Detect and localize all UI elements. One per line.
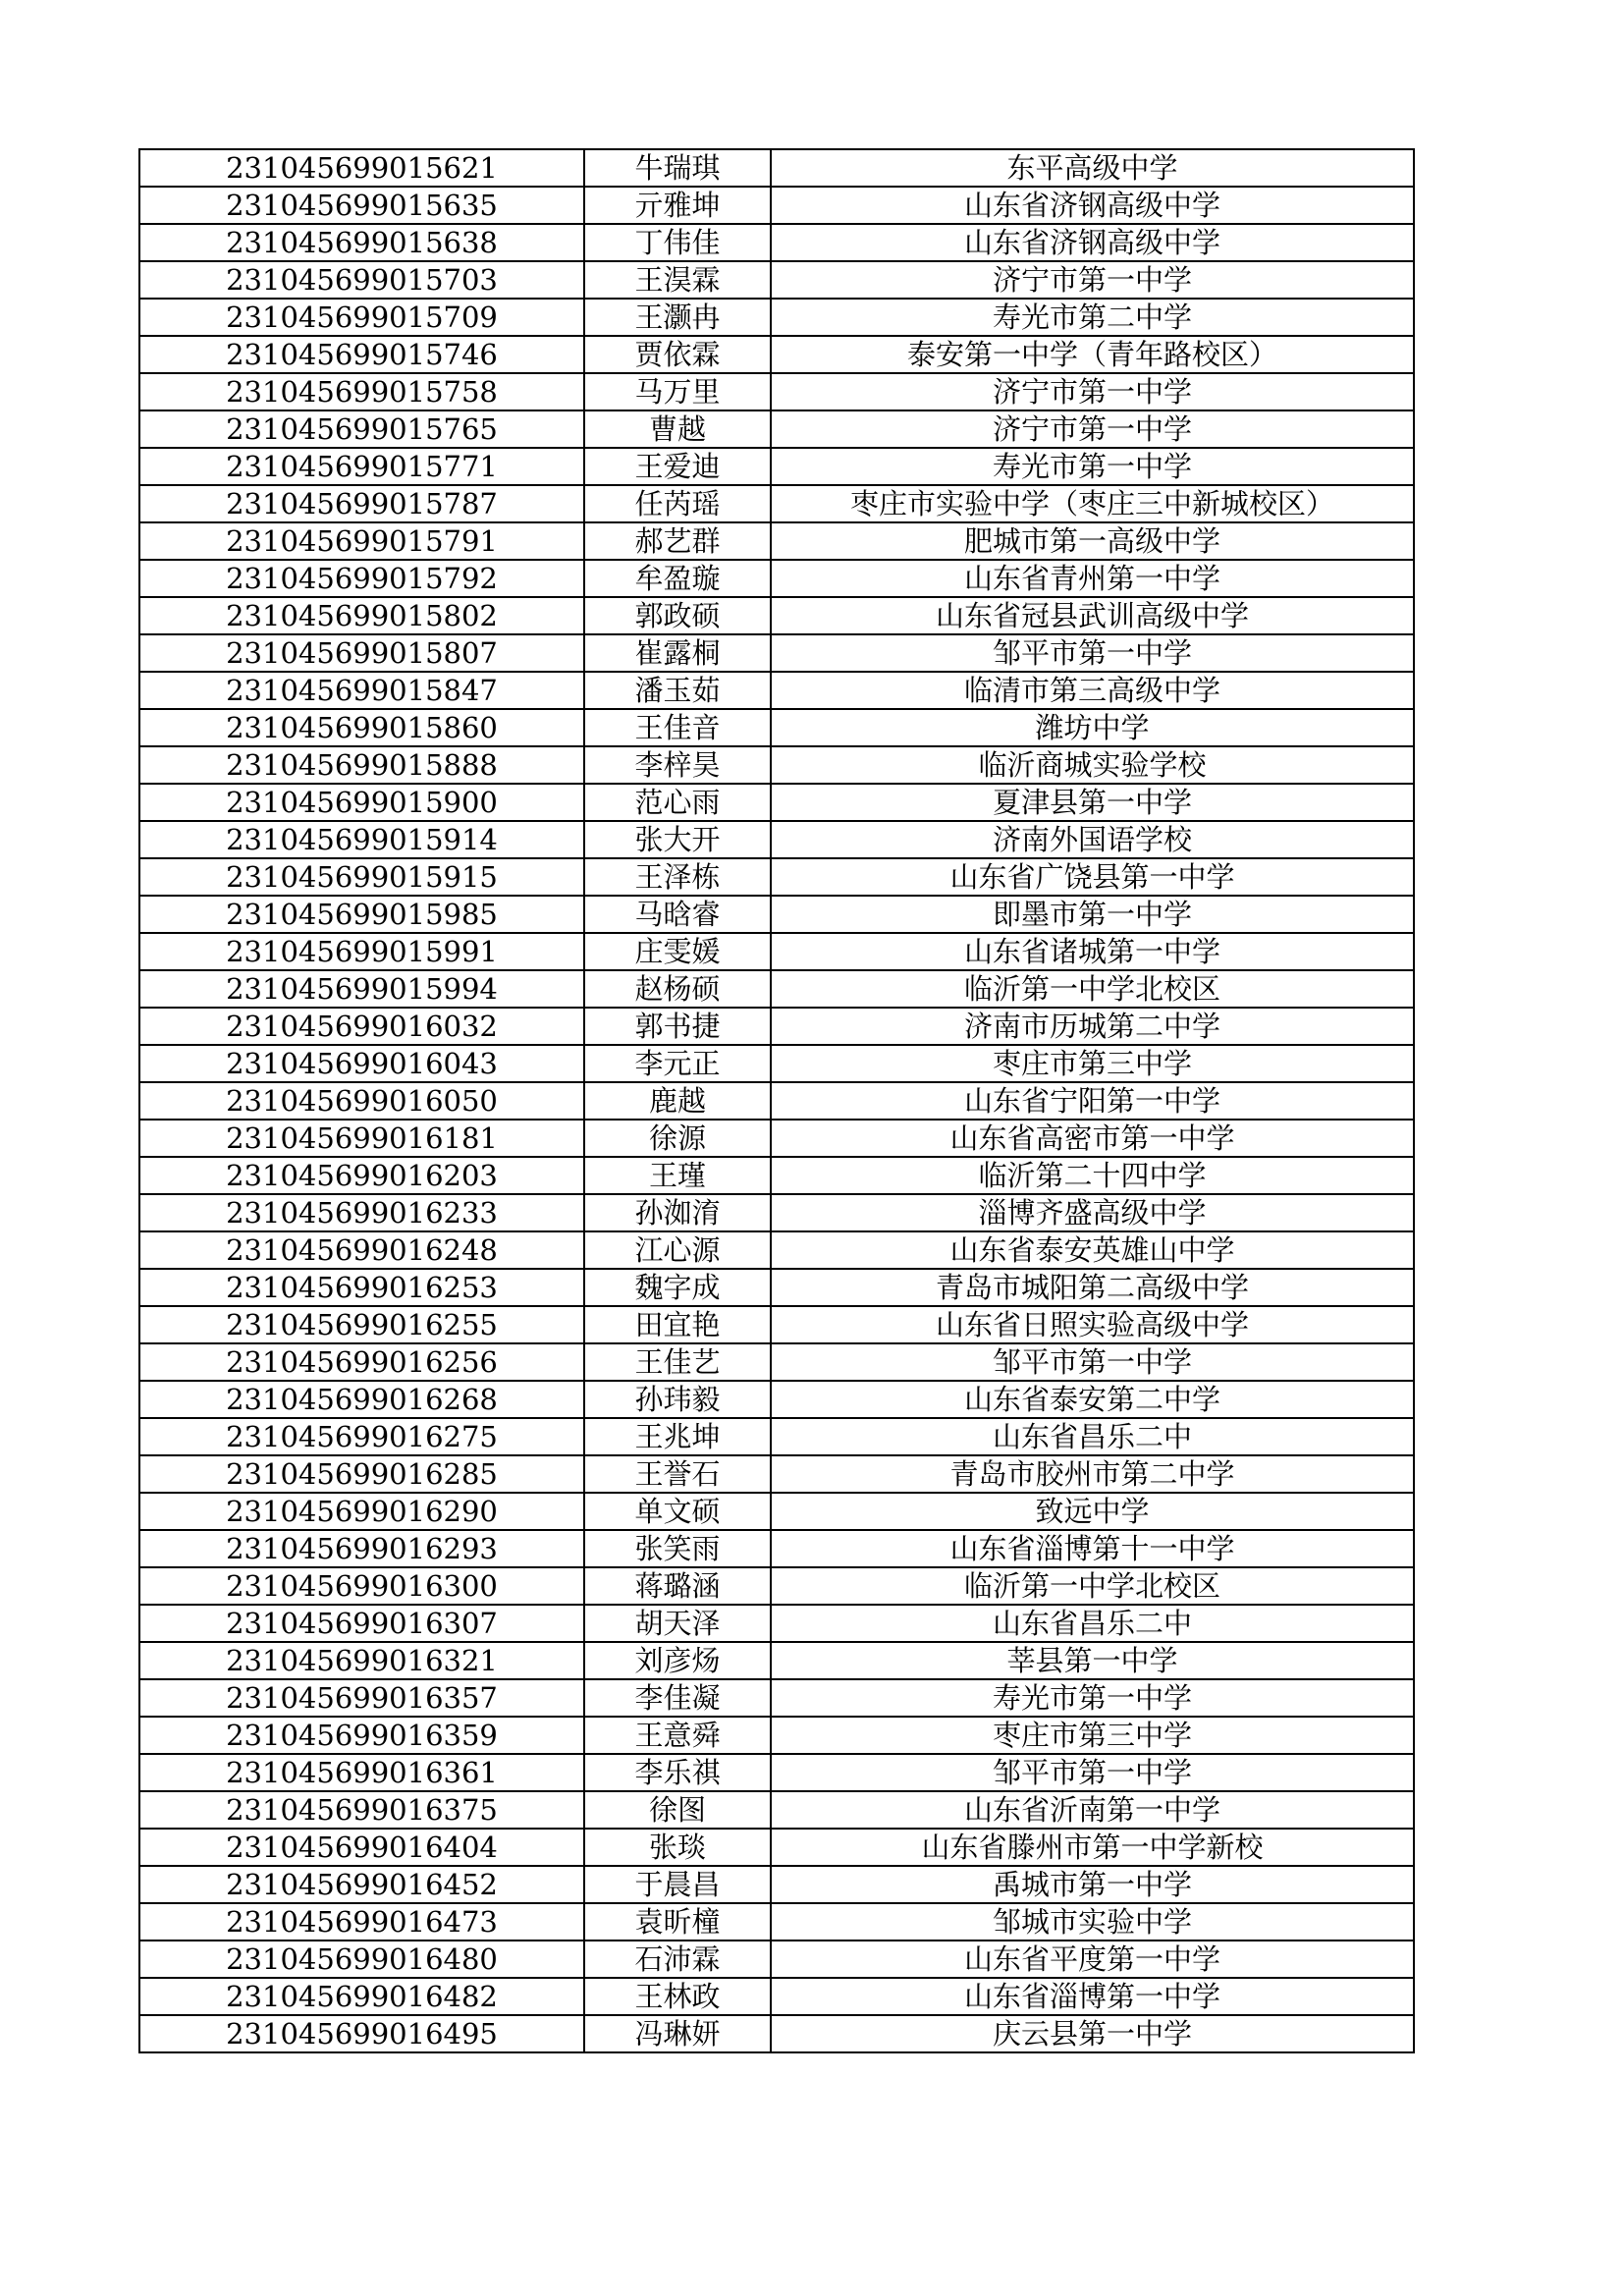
school-name-cell: 枣庄市实验中学（枣庄三中新城校区） xyxy=(771,485,1414,522)
student-name-cell: 蒋璐涵 xyxy=(584,1567,771,1605)
student-name-cell: 王誉石 xyxy=(584,1455,771,1493)
student-name-cell: 潘玉茹 xyxy=(584,672,771,709)
student-name-cell: 田宜艳 xyxy=(584,1306,771,1343)
school-name-cell: 山东省昌乐二中 xyxy=(771,1418,1414,1455)
exam-id-cell: 231045699015787 xyxy=(139,485,584,522)
exam-id-cell: 231045699016256 xyxy=(139,1343,584,1381)
exam-id-cell: 231045699016404 xyxy=(139,1829,584,1866)
student-name-cell: 单文硕 xyxy=(584,1493,771,1530)
table-row xyxy=(139,970,1414,1008)
school-name-cell: 山东省沂南第一中学 xyxy=(771,1791,1414,1829)
table-row xyxy=(139,1343,1414,1381)
student-name-cell: 李乐祺 xyxy=(584,1754,771,1791)
exam-id-cell: 231045699016268 xyxy=(139,1381,584,1418)
exam-id-cell: 231045699016482 xyxy=(139,1978,584,2015)
table-row xyxy=(139,746,1414,784)
student-name-cell: 王佳音 xyxy=(584,709,771,746)
table-row xyxy=(139,1418,1414,1455)
student-name-cell: 崔露桐 xyxy=(584,634,771,672)
table-row xyxy=(139,634,1414,672)
table-row xyxy=(139,336,1414,373)
student-name-cell: 牛瑞琪 xyxy=(584,149,771,187)
school-name-cell: 山东省青州第一中学 xyxy=(771,560,1414,597)
school-name-cell: 潍坊中学 xyxy=(771,709,1414,746)
student-name-cell: 李元正 xyxy=(584,1045,771,1082)
exam-id-cell: 231045699016043 xyxy=(139,1045,584,1082)
table-row xyxy=(139,1120,1414,1157)
table-row xyxy=(139,709,1414,746)
school-name-cell: 即墨市第一中学 xyxy=(771,896,1414,933)
student-name-cell: 赵杨硕 xyxy=(584,970,771,1008)
student-name-cell: 王灏冉 xyxy=(584,299,771,336)
school-name-cell: 济南外国语学校 xyxy=(771,821,1414,858)
table-row xyxy=(139,1679,1414,1717)
table-row xyxy=(139,299,1414,336)
exam-id-cell: 231045699015621 xyxy=(139,149,584,187)
school-name-cell: 山东省泰安英雄山中学 xyxy=(771,1231,1414,1269)
table-row xyxy=(139,597,1414,634)
table-row xyxy=(139,1605,1414,1642)
exam-id-cell: 231045699016255 xyxy=(139,1306,584,1343)
table-row xyxy=(139,858,1414,896)
school-name-cell: 寿光市第一中学 xyxy=(771,448,1414,485)
school-name-cell: 邹平市第一中学 xyxy=(771,1343,1414,1381)
school-name-cell: 泰安第一中学（青年路校区） xyxy=(771,336,1414,373)
school-name-cell: 莘县第一中学 xyxy=(771,1642,1414,1679)
exam-id-cell: 231045699015765 xyxy=(139,410,584,448)
table-row xyxy=(139,560,1414,597)
exam-id-cell: 231045699016495 xyxy=(139,2015,584,2052)
school-name-cell: 致远中学 xyxy=(771,1493,1414,1530)
school-name-cell: 山东省昌乐二中 xyxy=(771,1605,1414,1642)
table-row xyxy=(139,1903,1414,1941)
student-name-cell: 张琰 xyxy=(584,1829,771,1866)
school-name-cell: 山东省淄博第十一中学 xyxy=(771,1530,1414,1567)
table-row xyxy=(139,1045,1414,1082)
school-name-cell: 山东省冠县武训高级中学 xyxy=(771,597,1414,634)
student-name-cell: 魏字成 xyxy=(584,1269,771,1306)
school-name-cell: 临沂商城实验学校 xyxy=(771,746,1414,784)
student-name-cell: 孙洳淯 xyxy=(584,1194,771,1231)
exam-id-cell: 231045699015758 xyxy=(139,373,584,410)
school-name-cell: 山东省诸城第一中学 xyxy=(771,933,1414,970)
exam-id-cell: 231045699016203 xyxy=(139,1157,584,1194)
table-row xyxy=(139,1791,1414,1829)
exam-id-cell: 231045699015847 xyxy=(139,672,584,709)
student-name-cell: 李梓昊 xyxy=(584,746,771,784)
student-name-cell: 王佳艺 xyxy=(584,1343,771,1381)
student-name-cell: 亓雅坤 xyxy=(584,187,771,224)
student-name-cell: 张大开 xyxy=(584,821,771,858)
student-name-cell: 王淏霖 xyxy=(584,261,771,299)
exam-id-cell: 231045699016050 xyxy=(139,1082,584,1120)
school-name-cell: 邹平市第一中学 xyxy=(771,1754,1414,1791)
student-name-cell: 郭政硕 xyxy=(584,597,771,634)
table-row xyxy=(139,1082,1414,1120)
school-name-cell: 淄博齐盛高级中学 xyxy=(771,1194,1414,1231)
table-row xyxy=(139,1866,1414,1903)
school-name-cell: 青岛市城阳第二高级中学 xyxy=(771,1269,1414,1306)
exam-id-cell: 231045699016361 xyxy=(139,1754,584,1791)
exam-id-cell: 231045699015703 xyxy=(139,261,584,299)
student-name-cell: 王意舜 xyxy=(584,1717,771,1754)
school-name-cell: 枣庄市第三中学 xyxy=(771,1717,1414,1754)
student-name-cell: 王林政 xyxy=(584,1978,771,2015)
exam-id-cell: 231045699015771 xyxy=(139,448,584,485)
exam-id-cell: 231045699015638 xyxy=(139,224,584,261)
school-name-cell: 临沂第一中学北校区 xyxy=(771,1567,1414,1605)
table-row xyxy=(139,1157,1414,1194)
table-row xyxy=(139,1754,1414,1791)
school-name-cell: 山东省淄博第一中学 xyxy=(771,1978,1414,2015)
student-name-cell: 石沛霖 xyxy=(584,1941,771,1978)
table-row xyxy=(139,784,1414,821)
school-name-cell: 禹城市第一中学 xyxy=(771,1866,1414,1903)
table-row xyxy=(139,187,1414,224)
exam-id-cell: 231045699015709 xyxy=(139,299,584,336)
table-row xyxy=(139,1306,1414,1343)
school-name-cell: 临清市第三高级中学 xyxy=(771,672,1414,709)
school-name-cell: 山东省宁阳第一中学 xyxy=(771,1082,1414,1120)
student-name-cell: 冯琳妍 xyxy=(584,2015,771,2052)
table-row xyxy=(139,149,1414,187)
student-name-cell: 胡天泽 xyxy=(584,1605,771,1642)
table-row xyxy=(139,1829,1414,1866)
student-name-cell: 李佳凝 xyxy=(584,1679,771,1717)
exam-id-cell: 231045699015802 xyxy=(139,597,584,634)
exam-id-cell: 231045699016359 xyxy=(139,1717,584,1754)
student-name-cell: 鹿越 xyxy=(584,1082,771,1120)
table-row xyxy=(139,1269,1414,1306)
table-row xyxy=(139,821,1414,858)
table-row xyxy=(139,933,1414,970)
student-name-cell: 曹越 xyxy=(584,410,771,448)
school-name-cell: 山东省日照实验高级中学 xyxy=(771,1306,1414,1343)
student-name-cell: 任芮瑶 xyxy=(584,485,771,522)
table-row xyxy=(139,522,1414,560)
student-name-cell: 马晗睿 xyxy=(584,896,771,933)
exam-id-cell: 231045699016275 xyxy=(139,1418,584,1455)
student-name-cell: 马万里 xyxy=(584,373,771,410)
table-row xyxy=(139,1381,1414,1418)
school-name-cell: 济宁市第一中学 xyxy=(771,410,1414,448)
school-name-cell: 山东省广饶县第一中学 xyxy=(771,858,1414,896)
student-name-cell: 丁伟佳 xyxy=(584,224,771,261)
exam-id-cell: 231045699016293 xyxy=(139,1530,584,1567)
table-row xyxy=(139,1717,1414,1754)
table-row xyxy=(139,485,1414,522)
school-name-cell: 庆云县第一中学 xyxy=(771,2015,1414,2052)
table-row xyxy=(139,448,1414,485)
school-name-cell: 山东省泰安第二中学 xyxy=(771,1381,1414,1418)
school-name-cell: 临沂第二十四中学 xyxy=(771,1157,1414,1194)
student-name-cell: 牟盈璇 xyxy=(584,560,771,597)
table-row xyxy=(139,373,1414,410)
school-name-cell: 枣庄市第三中学 xyxy=(771,1045,1414,1082)
school-name-cell: 山东省高密市第一中学 xyxy=(771,1120,1414,1157)
school-name-cell: 邹城市实验中学 xyxy=(771,1903,1414,1941)
school-name-cell: 夏津县第一中学 xyxy=(771,784,1414,821)
exam-id-cell: 231045699016233 xyxy=(139,1194,584,1231)
table-row xyxy=(139,1642,1414,1679)
exam-id-cell: 231045699015746 xyxy=(139,336,584,373)
student-name-cell: 郭书捷 xyxy=(584,1008,771,1045)
table-row xyxy=(139,672,1414,709)
school-name-cell: 山东省济钢高级中学 xyxy=(771,187,1414,224)
exam-id-cell: 231045699015994 xyxy=(139,970,584,1008)
exam-id-cell: 231045699015985 xyxy=(139,896,584,933)
exam-id-cell: 231045699016300 xyxy=(139,1567,584,1605)
exam-id-cell: 231045699016285 xyxy=(139,1455,584,1493)
exam-id-cell: 231045699015791 xyxy=(139,522,584,560)
exam-id-cell: 231045699016357 xyxy=(139,1679,584,1717)
table-row xyxy=(139,1941,1414,1978)
exam-id-cell: 231045699016248 xyxy=(139,1231,584,1269)
table-row xyxy=(139,261,1414,299)
school-name-cell: 山东省滕州市第一中学新校 xyxy=(771,1829,1414,1866)
student-name-cell: 袁昕橦 xyxy=(584,1903,771,1941)
student-name-cell: 郝艺群 xyxy=(584,522,771,560)
school-name-cell: 山东省平度第一中学 xyxy=(771,1941,1414,1978)
student-name-cell: 徐图 xyxy=(584,1791,771,1829)
student-name-cell: 徐源 xyxy=(584,1120,771,1157)
exam-id-cell: 231045699015915 xyxy=(139,858,584,896)
student-name-cell: 张笑雨 xyxy=(584,1530,771,1567)
table-row xyxy=(139,410,1414,448)
exam-id-cell: 231045699016321 xyxy=(139,1642,584,1679)
school-name-cell: 临沂第一中学北校区 xyxy=(771,970,1414,1008)
school-name-cell: 东平高级中学 xyxy=(771,149,1414,187)
table-row xyxy=(139,1194,1414,1231)
exam-id-cell: 231045699016290 xyxy=(139,1493,584,1530)
student-name-cell: 庄雯媛 xyxy=(584,933,771,970)
exam-id-cell: 231045699016473 xyxy=(139,1903,584,1941)
table-row xyxy=(139,1567,1414,1605)
school-name-cell: 山东省济钢高级中学 xyxy=(771,224,1414,261)
school-name-cell: 济宁市第一中学 xyxy=(771,261,1414,299)
student-name-cell: 王兆坤 xyxy=(584,1418,771,1455)
exam-id-cell: 231045699016452 xyxy=(139,1866,584,1903)
exam-id-cell: 231045699015635 xyxy=(139,187,584,224)
student-name-cell: 王爱迪 xyxy=(584,448,771,485)
table-row xyxy=(139,2015,1414,2052)
table-row xyxy=(139,224,1414,261)
table-row xyxy=(139,896,1414,933)
roster-body xyxy=(139,149,1414,2052)
school-name-cell: 寿光市第二中学 xyxy=(771,299,1414,336)
exam-id-cell: 231045699015900 xyxy=(139,784,584,821)
school-name-cell: 济南市历城第二中学 xyxy=(771,1008,1414,1045)
table-row xyxy=(139,1978,1414,2015)
student-name-cell: 贾依霖 xyxy=(584,336,771,373)
student-name-cell: 王瑾 xyxy=(584,1157,771,1194)
exam-id-cell: 231045699015991 xyxy=(139,933,584,970)
table-row xyxy=(139,1008,1414,1045)
student-name-cell: 刘彦炀 xyxy=(584,1642,771,1679)
exam-id-cell: 231045699016253 xyxy=(139,1269,584,1306)
exam-id-cell: 231045699015792 xyxy=(139,560,584,597)
exam-id-cell: 231045699015914 xyxy=(139,821,584,858)
table-row xyxy=(139,1455,1414,1493)
student-name-cell: 于晨昌 xyxy=(584,1866,771,1903)
school-name-cell: 肥城市第一高级中学 xyxy=(771,522,1414,560)
table-row xyxy=(139,1530,1414,1567)
student-name-cell: 江心源 xyxy=(584,1231,771,1269)
student-name-cell: 范心雨 xyxy=(584,784,771,821)
student-name-cell: 孙玮毅 xyxy=(584,1381,771,1418)
exam-id-cell: 231045699016181 xyxy=(139,1120,584,1157)
school-name-cell: 青岛市胶州市第二中学 xyxy=(771,1455,1414,1493)
school-name-cell: 寿光市第一中学 xyxy=(771,1679,1414,1717)
exam-id-cell: 231045699015860 xyxy=(139,709,584,746)
exam-id-cell: 231045699016032 xyxy=(139,1008,584,1045)
school-name-cell: 济宁市第一中学 xyxy=(771,373,1414,410)
exam-id-cell: 231045699016375 xyxy=(139,1791,584,1829)
exam-id-cell: 231045699015807 xyxy=(139,634,584,672)
exam-id-cell: 231045699015888 xyxy=(139,746,584,784)
exam-id-cell: 231045699016480 xyxy=(139,1941,584,1978)
student-roster-table xyxy=(138,148,1415,2053)
student-name-cell: 王泽栋 xyxy=(584,858,771,896)
table-row xyxy=(139,1493,1414,1530)
table-row xyxy=(139,1231,1414,1269)
exam-id-cell: 231045699016307 xyxy=(139,1605,584,1642)
school-name-cell: 邹平市第一中学 xyxy=(771,634,1414,672)
